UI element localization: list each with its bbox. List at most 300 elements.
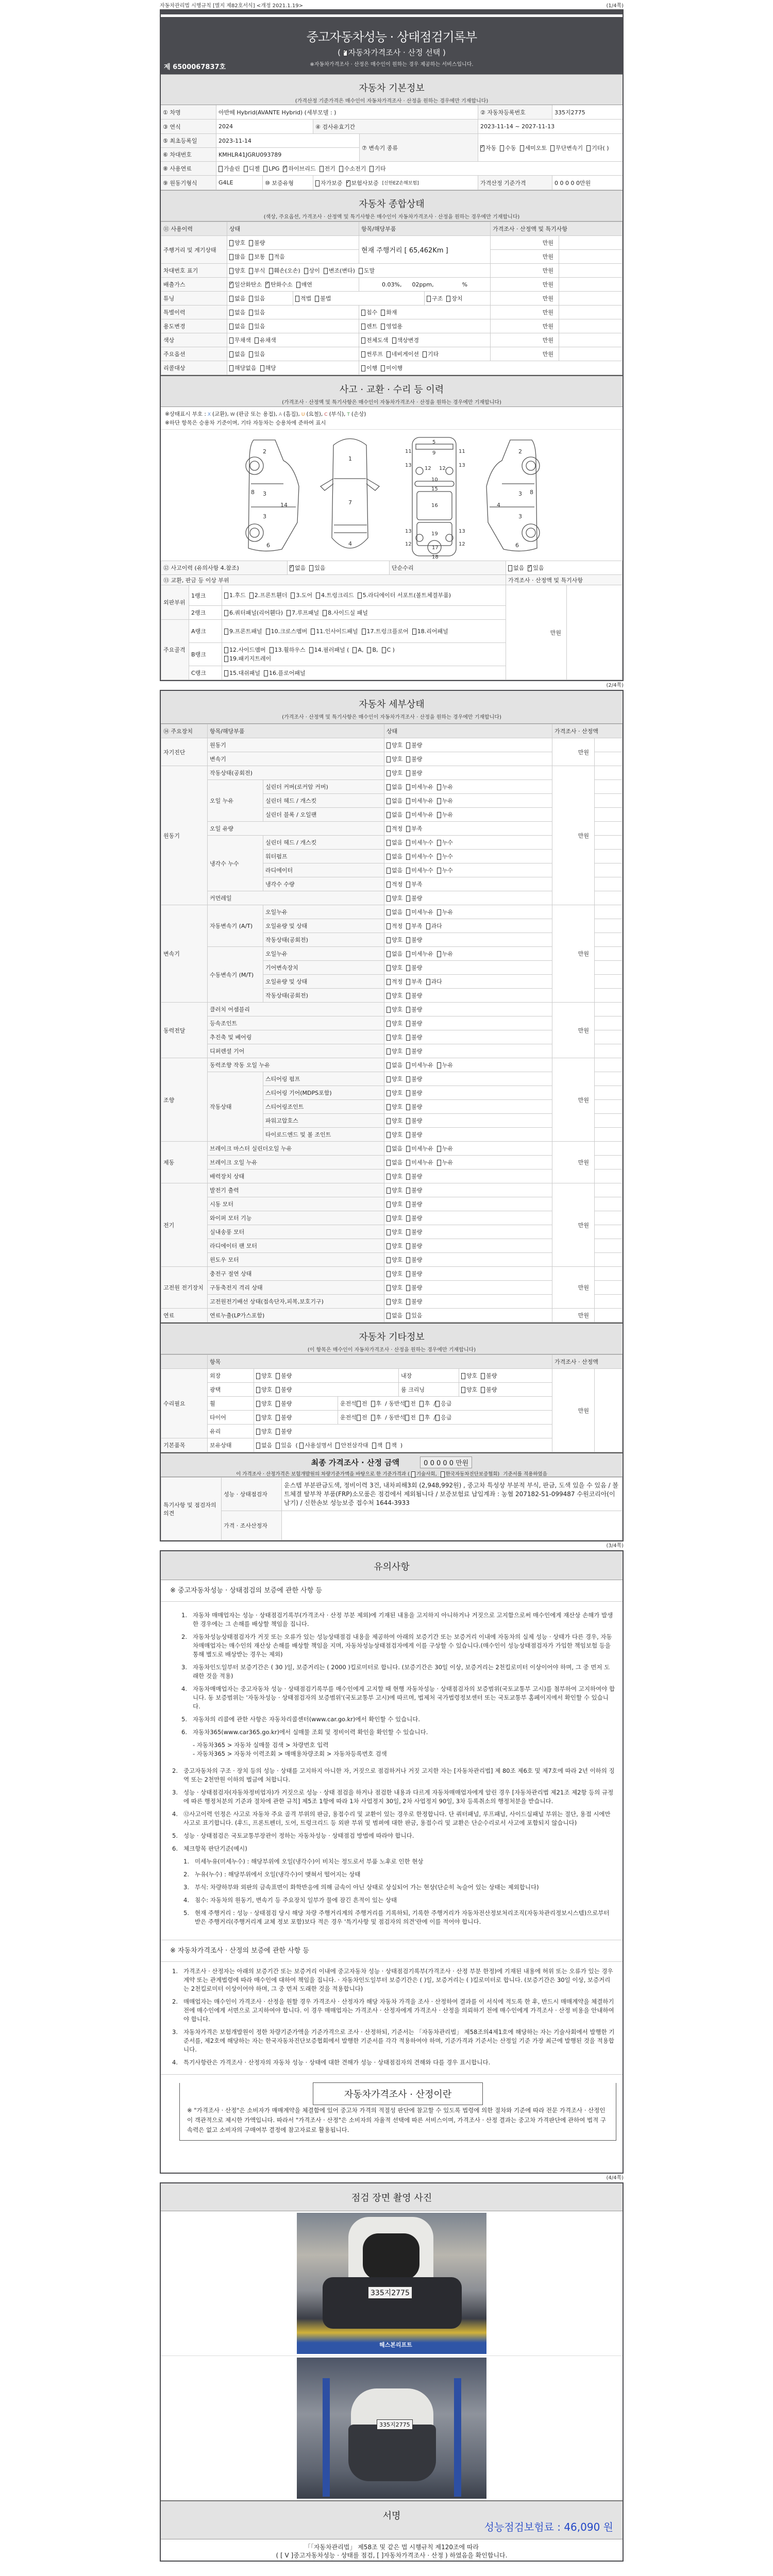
checkbox-option[interactable] [256, 1386, 272, 1393]
checkbox[interactable] [406, 1021, 410, 1027]
checkbox-option[interactable] [405, 1414, 416, 1421]
checkbox-option[interactable] [386, 1243, 402, 1249]
checkbox-option[interactable] [249, 295, 265, 302]
checkbox-option[interactable] [406, 1131, 422, 1138]
checkbox[interactable] [550, 145, 554, 151]
checkbox-option[interactable] [339, 164, 366, 173]
checkbox-option[interactable] [446, 294, 462, 302]
checkbox-option[interactable] [386, 1006, 402, 1013]
checkbox-option[interactable] [309, 647, 349, 653]
checkbox-option[interactable] [229, 267, 245, 274]
checkbox[interactable] [406, 1201, 410, 1208]
checkbox-option[interactable] [229, 240, 245, 246]
checkbox-option[interactable] [361, 351, 383, 358]
checkbox-option[interactable] [435, 1400, 451, 1407]
checkbox[interactable] [386, 993, 391, 999]
checkbox[interactable] [219, 166, 223, 172]
checkbox[interactable] [381, 365, 385, 371]
checkbox-option[interactable] [406, 784, 433, 790]
checkbox-option[interactable] [386, 811, 402, 818]
checkbox-option[interactable] [249, 351, 265, 358]
checkbox[interactable] [406, 784, 410, 790]
checkbox[interactable] [386, 937, 391, 943]
checkbox-option[interactable] [386, 1229, 402, 1235]
checkbox-option[interactable] [224, 655, 271, 662]
checkbox-option[interactable] [437, 811, 453, 818]
checkbox-option[interactable] [361, 323, 377, 330]
checkbox-option[interactable] [426, 923, 442, 929]
checkbox-option[interactable] [386, 1312, 402, 1319]
checkbox[interactable] [500, 145, 504, 151]
checkbox-option[interactable] [386, 1442, 397, 1449]
checkbox-option[interactable] [263, 165, 279, 172]
checkbox[interactable] [461, 1387, 465, 1393]
checkbox-option[interactable] [266, 628, 308, 635]
checkbox-option[interactable] [528, 565, 544, 571]
checkbox-option[interactable] [386, 1090, 402, 1096]
checkbox[interactable] [299, 1443, 304, 1449]
checkbox-option[interactable] [256, 1372, 272, 1379]
checkbox[interactable] [405, 1401, 409, 1407]
checkbox-option[interactable] [406, 742, 422, 749]
checkbox-option[interactable] [270, 647, 306, 653]
checkbox[interactable] [386, 1443, 390, 1449]
checkbox[interactable] [406, 854, 410, 860]
checkbox-option[interactable] [381, 323, 402, 330]
checkbox-option[interactable] [386, 964, 402, 971]
checkbox[interactable] [386, 882, 391, 888]
checkbox[interactable] [406, 1174, 410, 1180]
checkbox-option[interactable] [386, 1257, 402, 1263]
checkbox-option[interactable] [219, 164, 240, 173]
checkbox-option[interactable] [357, 1414, 367, 1421]
checkbox[interactable] [276, 1373, 280, 1379]
checkbox-option[interactable] [276, 1372, 292, 1379]
checkbox-option[interactable] [287, 609, 319, 616]
checkbox[interactable] [386, 1132, 391, 1138]
checkbox-option[interactable] [437, 1062, 453, 1069]
checkbox-option[interactable] [406, 756, 422, 762]
checkbox[interactable] [386, 1188, 391, 1194]
checkbox-option[interactable] [406, 1034, 422, 1041]
checkbox-option[interactable] [406, 937, 422, 943]
checkbox-option[interactable] [283, 164, 315, 173]
checkbox-option[interactable] [386, 895, 402, 902]
checkbox-option[interactable] [481, 1386, 497, 1393]
checkbox[interactable] [437, 909, 441, 916]
checkbox[interactable] [406, 1132, 410, 1138]
checkbox-option[interactable] [265, 281, 293, 288]
checkbox-option[interactable] [256, 1442, 272, 1449]
checkbox-option[interactable] [437, 867, 453, 874]
checkbox-option[interactable] [386, 1020, 402, 1027]
checkbox-option[interactable] [276, 1414, 292, 1421]
checkbox-option[interactable] [406, 895, 422, 902]
checkbox[interactable] [406, 1076, 410, 1082]
checkbox[interactable] [386, 784, 391, 790]
checkbox-option[interactable] [352, 647, 363, 653]
checkbox[interactable] [386, 895, 391, 902]
checkbox[interactable] [405, 1415, 409, 1421]
checkbox[interactable] [229, 365, 233, 371]
checkbox-option[interactable] [386, 1173, 402, 1180]
checkbox[interactable] [386, 1076, 391, 1082]
checkbox-option[interactable] [358, 592, 451, 599]
checkbox[interactable] [406, 993, 410, 999]
checkbox[interactable] [386, 909, 391, 916]
checkbox-option[interactable] [386, 742, 402, 749]
checkbox-option[interactable] [406, 839, 433, 846]
checkbox-option[interactable] [441, 1471, 500, 1477]
checkbox[interactable] [386, 1299, 391, 1305]
checkbox-option[interactable] [229, 281, 262, 288]
checkbox-option[interactable] [386, 1145, 402, 1152]
checkbox[interactable] [371, 1415, 375, 1421]
checkbox[interactable] [437, 1160, 441, 1166]
checkbox-option[interactable] [406, 909, 433, 916]
checkbox[interactable] [446, 296, 450, 302]
checkbox-option[interactable] [406, 1312, 422, 1319]
checkbox-option[interactable] [229, 309, 245, 316]
checkbox[interactable] [256, 1443, 260, 1449]
checkbox[interactable] [427, 296, 431, 302]
checkbox[interactable] [386, 1243, 391, 1249]
checkbox[interactable] [481, 1387, 485, 1393]
checkbox[interactable] [406, 1188, 410, 1194]
checkbox[interactable] [358, 592, 362, 599]
checkbox[interactable] [224, 592, 228, 599]
checkbox[interactable] [520, 145, 524, 151]
checkbox[interactable] [269, 254, 273, 260]
checkbox[interactable] [260, 365, 264, 371]
checkbox[interactable] [359, 268, 363, 274]
checkbox[interactable] [406, 742, 410, 749]
checkbox[interactable] [315, 296, 319, 302]
checkbox-option[interactable] [386, 825, 402, 832]
checkbox-option[interactable] [386, 1298, 402, 1305]
checkbox-option[interactable] [224, 592, 246, 599]
checkbox-option[interactable] [224, 647, 266, 653]
checkbox[interactable] [367, 647, 371, 653]
checkbox-option[interactable] [229, 295, 245, 302]
checkbox[interactable] [224, 656, 228, 662]
checkbox[interactable] [461, 1373, 465, 1379]
checkbox-option[interactable] [229, 365, 257, 371]
checkbox[interactable] [406, 868, 410, 874]
checkbox-option[interactable] [304, 267, 320, 274]
checkbox-option[interactable] [406, 923, 422, 929]
checkbox[interactable] [290, 565, 294, 571]
checkbox[interactable] [386, 351, 391, 358]
checkbox-option[interactable] [406, 798, 433, 804]
checkbox-option[interactable] [362, 628, 409, 635]
checkbox[interactable] [304, 268, 308, 274]
checkbox-option[interactable] [437, 839, 453, 846]
checkbox-option[interactable] [386, 853, 402, 860]
checkbox[interactable] [586, 145, 591, 151]
checkbox-option[interactable] [386, 756, 402, 762]
checkbox-option[interactable] [386, 937, 402, 943]
checkbox-option[interactable] [309, 565, 325, 571]
checkbox[interactable] [323, 610, 327, 616]
checkbox[interactable] [386, 1118, 391, 1124]
checkbox[interactable] [386, 979, 391, 985]
checkbox[interactable] [361, 337, 365, 344]
checkbox[interactable] [437, 840, 441, 846]
checkbox-option[interactable] [406, 1048, 422, 1055]
checkbox[interactable] [386, 965, 391, 971]
checkbox-option[interactable] [311, 628, 358, 635]
checkbox[interactable] [296, 282, 300, 288]
checkbox[interactable] [406, 1160, 410, 1166]
checkbox[interactable] [406, 1285, 410, 1291]
checkbox[interactable] [441, 1471, 445, 1478]
checkbox[interactable] [229, 254, 233, 260]
checkbox[interactable] [229, 324, 233, 330]
checkbox[interactable] [386, 1285, 391, 1291]
checkbox[interactable] [361, 365, 365, 371]
checkbox-option[interactable] [386, 1187, 402, 1194]
checkbox[interactable] [406, 882, 410, 888]
checkbox-option[interactable] [386, 1270, 402, 1277]
checkbox-option[interactable] [229, 351, 245, 358]
checkbox-option[interactable] [406, 1298, 422, 1305]
checkbox-option[interactable] [224, 628, 262, 635]
checkbox-option[interactable] [406, 881, 422, 888]
checkbox-option[interactable] [386, 923, 402, 929]
checkbox-option[interactable] [335, 1442, 368, 1449]
checkbox[interactable] [419, 1401, 424, 1407]
checkbox-option[interactable] [500, 144, 516, 152]
checkbox[interactable] [256, 1373, 260, 1379]
checkbox-option[interactable] [437, 784, 453, 790]
checkbox[interactable] [229, 296, 233, 302]
checkbox-option[interactable] [256, 1428, 272, 1435]
checkbox[interactable] [249, 310, 253, 316]
checkbox[interactable] [256, 1387, 260, 1393]
checkbox[interactable] [229, 351, 233, 358]
checkbox-option[interactable] [249, 309, 265, 316]
checkbox[interactable] [249, 592, 254, 599]
checkbox-option[interactable] [229, 337, 251, 344]
checkbox[interactable] [406, 1243, 410, 1249]
checkbox-option[interactable] [256, 1414, 272, 1421]
checkbox-option[interactable] [276, 1400, 292, 1407]
checkbox[interactable] [381, 324, 385, 330]
checkbox[interactable] [406, 1035, 410, 1041]
checkbox-option[interactable] [386, 1117, 402, 1124]
checkbox[interactable] [381, 310, 385, 316]
checkbox[interactable] [386, 840, 391, 846]
checkbox[interactable] [249, 268, 253, 274]
checkbox-option[interactable] [371, 1414, 382, 1421]
checkbox[interactable] [276, 1387, 280, 1393]
checkbox[interactable] [265, 282, 270, 288]
checkbox-option[interactable] [290, 565, 306, 571]
checkbox-option[interactable] [386, 992, 402, 999]
checkbox-option[interactable] [291, 592, 312, 599]
checkbox-option[interactable] [386, 951, 402, 957]
checkbox[interactable] [372, 1443, 376, 1449]
checkbox[interactable] [528, 565, 532, 571]
checkbox[interactable] [264, 670, 268, 676]
checkbox[interactable] [386, 742, 391, 749]
checkbox-option[interactable] [480, 144, 496, 152]
checkbox[interactable] [263, 166, 267, 172]
checkbox[interactable] [369, 166, 374, 172]
checkbox-option[interactable] [249, 323, 265, 330]
checkbox-option[interactable] [426, 978, 442, 985]
checkbox-option[interactable] [264, 670, 306, 676]
checkbox-option[interactable] [381, 309, 397, 316]
checkbox-option[interactable] [296, 281, 312, 288]
checkbox[interactable] [386, 951, 391, 957]
checkbox[interactable] [357, 1415, 361, 1421]
checkbox[interactable] [480, 145, 484, 151]
checkbox[interactable] [386, 1271, 391, 1277]
checkbox-option[interactable] [255, 337, 276, 344]
checkbox[interactable] [269, 268, 273, 274]
checkbox-option[interactable] [406, 992, 422, 999]
checkbox-option[interactable] [361, 365, 377, 371]
checkbox-option[interactable] [371, 1400, 382, 1407]
checkbox-option[interactable] [406, 825, 422, 832]
checkbox[interactable] [224, 610, 228, 616]
checkbox-option[interactable] [406, 867, 433, 874]
checkbox[interactable] [229, 240, 233, 246]
checkbox[interactable] [362, 629, 366, 635]
checkbox-option[interactable] [412, 628, 448, 635]
checkbox[interactable] [270, 647, 274, 653]
checkbox[interactable] [386, 1229, 391, 1235]
checkbox[interactable] [437, 784, 441, 790]
checkbox[interactable] [352, 647, 357, 653]
checkbox[interactable] [437, 798, 441, 804]
checkbox[interactable] [276, 1415, 280, 1421]
checkbox[interactable] [371, 1401, 375, 1407]
checkbox-option[interactable] [392, 337, 419, 344]
checkbox[interactable] [386, 868, 391, 874]
checkbox[interactable] [276, 1443, 280, 1449]
checkbox[interactable] [320, 166, 324, 172]
checkbox[interactable] [291, 592, 295, 599]
checkbox[interactable] [406, 965, 410, 971]
checkbox-option[interactable] [406, 811, 433, 818]
checkbox-option[interactable] [315, 180, 343, 187]
checkbox-option[interactable] [411, 1471, 437, 1477]
checkbox-option[interactable] [315, 294, 331, 302]
checkbox-option[interactable] [386, 1284, 402, 1291]
checkbox[interactable] [224, 629, 228, 635]
checkbox[interactable] [339, 166, 343, 172]
checkbox-option[interactable] [249, 240, 265, 246]
checkbox[interactable] [437, 951, 441, 957]
checkbox[interactable] [508, 565, 512, 571]
checkbox-option[interactable] [229, 323, 245, 330]
checkbox[interactable] [386, 756, 391, 762]
checkbox[interactable] [361, 324, 365, 330]
checkbox-option[interactable] [550, 144, 583, 152]
checkbox[interactable] [406, 909, 410, 916]
checkbox-option[interactable] [386, 1048, 402, 1055]
checkbox[interactable] [361, 310, 365, 316]
checkbox[interactable] [437, 1062, 441, 1069]
checkbox-option[interactable] [386, 770, 402, 776]
checkbox-option[interactable] [244, 164, 260, 173]
checkbox-option[interactable] [224, 670, 260, 676]
checkbox[interactable] [249, 324, 253, 330]
checkbox[interactable] [406, 1271, 410, 1277]
checkbox[interactable] [229, 310, 233, 316]
checkbox[interactable] [386, 1257, 391, 1263]
checkbox-option[interactable] [249, 592, 288, 599]
checkbox[interactable] [324, 268, 328, 274]
checkbox-option[interactable] [386, 839, 402, 846]
checkbox-option[interactable] [386, 1062, 402, 1069]
checkbox[interactable] [283, 166, 287, 172]
checkbox-option[interactable] [406, 1201, 422, 1208]
checkbox-option[interactable] [461, 1372, 477, 1379]
checkbox-option[interactable] [419, 1400, 430, 1407]
checkbox[interactable] [392, 337, 396, 344]
checkbox[interactable] [311, 629, 315, 635]
checkbox-option[interactable] [372, 1442, 383, 1449]
checkbox-option[interactable] [437, 798, 453, 804]
checkbox[interactable] [406, 895, 410, 902]
checkbox-option[interactable] [386, 909, 402, 916]
checkbox-option[interactable] [276, 1442, 292, 1449]
checkbox[interactable] [361, 351, 365, 358]
checkbox-option[interactable] [437, 1159, 453, 1166]
checkbox[interactable] [382, 647, 386, 653]
checkbox[interactable] [266, 629, 270, 635]
checkbox[interactable] [309, 647, 313, 653]
checkbox[interactable] [406, 1118, 410, 1124]
checkbox[interactable] [249, 254, 253, 260]
checkbox[interactable] [406, 923, 410, 929]
checkbox[interactable] [411, 1471, 415, 1478]
checkbox-option[interactable] [406, 1187, 422, 1194]
checkbox-option[interactable] [367, 647, 378, 653]
checkbox[interactable] [406, 1007, 410, 1013]
checkbox[interactable] [437, 854, 441, 860]
checkbox-option[interactable] [357, 1400, 367, 1407]
checkbox[interactable] [386, 812, 391, 818]
checkbox[interactable] [386, 826, 391, 832]
checkbox-option[interactable] [419, 1414, 430, 1421]
checkbox[interactable] [295, 296, 299, 302]
checkbox-option[interactable] [386, 1215, 402, 1222]
checkbox[interactable] [249, 240, 253, 246]
checkbox[interactable] [406, 798, 410, 804]
checkbox[interactable] [481, 1373, 485, 1379]
checkbox[interactable] [437, 812, 441, 818]
checkbox-option[interactable] [406, 978, 422, 985]
checkbox[interactable] [406, 826, 410, 832]
checkbox[interactable] [256, 1429, 260, 1435]
checkbox-option[interactable] [386, 1131, 402, 1138]
checkbox[interactable] [229, 282, 233, 288]
checkbox-option[interactable] [229, 253, 245, 260]
checkbox[interactable] [386, 1160, 391, 1166]
checkbox-option[interactable] [381, 365, 402, 371]
checkbox-option[interactable] [323, 609, 368, 616]
checkbox-option[interactable] [406, 1062, 433, 1069]
checkbox[interactable] [386, 1146, 391, 1152]
checkbox[interactable] [255, 337, 259, 344]
checkbox-option[interactable] [427, 294, 443, 302]
checkbox-option[interactable] [406, 1270, 422, 1277]
